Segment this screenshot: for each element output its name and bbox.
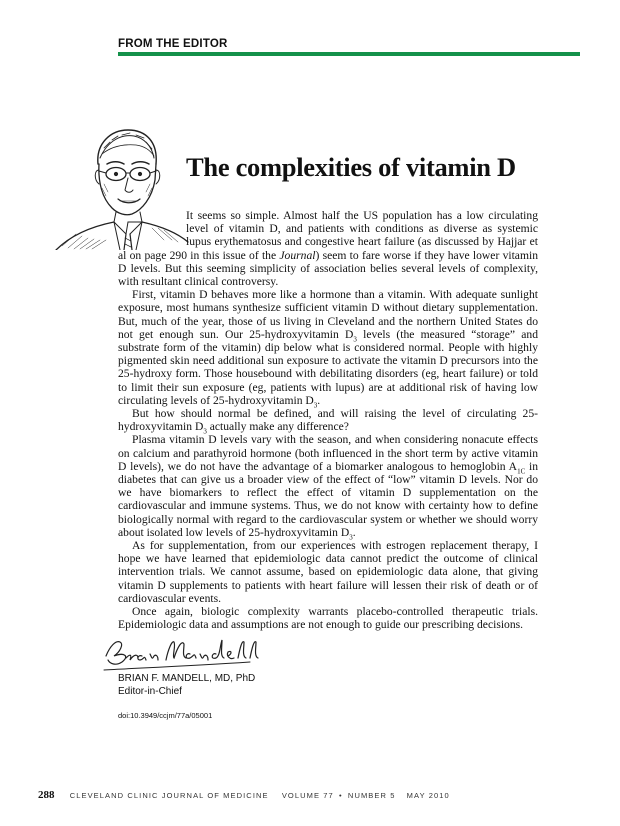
doi-link[interactable]: doi:10.3949/ccjm/77a/05001 — [118, 711, 213, 720]
paragraph-text: Plasma vitamin D levels vary with the season, and when considering nonacute effects on calcium and parathyroid hormone (both influenced in the short term by active vitamin D levels), we do not have the advantage of a biomarker analogous to hemoglobin A — [118, 433, 538, 473]
paragraph-text: Once again, biologic complexity warrants placebo-controlled therapeutic trials. Epidemiologic data and assumptions are not enough to guide our prescribing decisions. — [118, 605, 538, 632]
subscript-text: 3 — [353, 335, 357, 344]
paragraph-text: But how should normal be defined, and will raising the level of circulating 25-hydroxyvitamin D — [118, 407, 538, 434]
subscript-text: 3 — [349, 533, 353, 542]
volume: VOLUME 77 — [281, 791, 334, 800]
paragraph-text: First, vitamin D behaves more like a hormone than a vitamin. With adequate sunlight exposure, most humans synthesize sufficient vitamin D without dietary supplementation. But, much of the year, those of us living in Cleveland and the northern United States do not get enough sun. Our 25-hydroxyvitamin D — [118, 288, 538, 341]
paragraph-text: . — [317, 393, 321, 407]
author-block — [118, 672, 255, 698]
paragraph-text: ) seem to fare worse if they have lower vitamin D levels. But this seeming simplicity of association belies several levels of complexity, with resultant clinical controversy. — [118, 248, 538, 289]
paragraph-text: in diabetes that can give us a broader view of the effect of “low” vitamin D levels. Nor do we have biomarkers to reflect the effect of vitamin D supplementation on the cardiovascular and immune systems. Thus, we do not know with certainty how to define biologically normal with regard to the cardiovascular system or whether we should worry about isolated low levels of 25-hydroxyvitamin D — [118, 459, 538, 539]
author-role: Editor-in-Chief — [118, 686, 182, 697]
portrait-wrap-spacer — [118, 209, 186, 247]
section-rule — [118, 52, 580, 56]
section-label: FROM THE EDITOR — [118, 38, 228, 50]
article-title: The complexities of vitamin D — [186, 152, 516, 182]
footer-bullet: • — [339, 791, 343, 800]
article-paragraph — [118, 539, 538, 605]
issue-date: MAY 2010 — [406, 791, 450, 800]
article-paragraph — [118, 288, 538, 410]
paragraph-text: It seems so simple. Almost half the US population has a low circulating level of vitamin D, and patients with conditions as diverse as systemic lupus erythematosus and congestive heart failure (as discussed by Hajjar et al on page 290 in this issue of the — [118, 209, 538, 262]
page-number: 288 — [38, 789, 55, 801]
paragraph-text: As for supplementation, from our experiences with estrogen replacement therapy, I hope we have learned that epidemiologic data cannot predict the outcome of clinical intervention trials. We cannot assume, based on epidemiologic data alone, that giving vitamin D supplements to patients with heart failure will lessen their risk of death or of cardiovascular events. — [118, 539, 538, 605]
paragraph-text: levels (the measured “storage” and substrate form of the vitamin) dip below what is considered normal. People with highly pigmented skin need additional sun exposure to activate the vitamin D precursors into the 25-hydroxy form. Those housebound with debilitating disorders (eg, heart failure) or told to limit their sun exposure (eg, patients with lupus) are at additional risk of having low circulating levels of 25-hydroxyvitamin D — [118, 327, 538, 407]
paragraph-text: . — [352, 525, 356, 539]
paragraph-text: Journal — [279, 248, 316, 262]
issue-number: NUMBER 5 — [347, 791, 396, 800]
article-paragraph — [118, 605, 538, 631]
author-name: BRIAN F. MANDELL, MD, PhD — [118, 673, 256, 684]
paragraph-text: actually make any difference? — [206, 420, 349, 434]
article-paragraph — [118, 433, 538, 542]
journal-name: CLEVELAND CLINIC JOURNAL OF MEDICINE — [69, 791, 269, 800]
article-body — [118, 209, 538, 632]
subscript-text: 1C — [517, 467, 526, 476]
subscript-text: 3 — [203, 427, 207, 436]
page-footer — [38, 789, 450, 801]
article-paragraph — [118, 407, 538, 436]
subscript-text: 3 — [313, 401, 318, 410]
